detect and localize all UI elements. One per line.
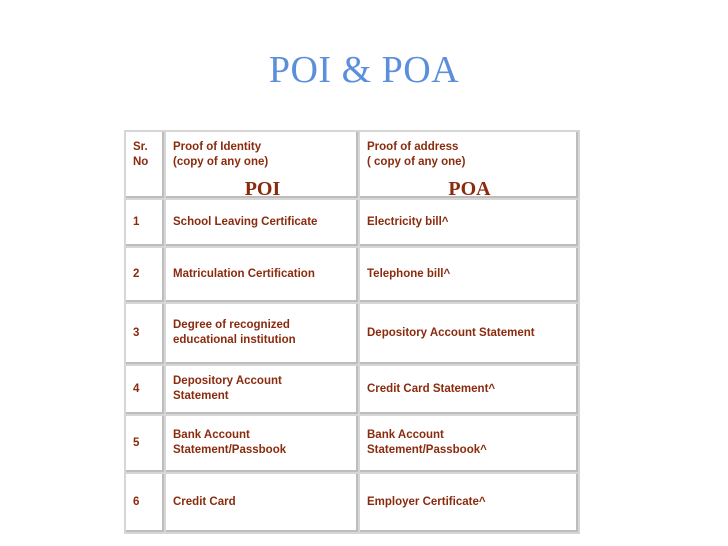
row-2-sr bbox=[126, 248, 164, 302]
row-4-poi bbox=[166, 366, 358, 414]
table-cell: educational institution bbox=[173, 334, 296, 346]
table-cell: Employer Certificate^ bbox=[367, 495, 486, 508]
row-5-poi bbox=[166, 416, 358, 472]
row-1-poi bbox=[166, 200, 358, 246]
table-cell: Bank Account bbox=[367, 429, 444, 441]
row-5-poa bbox=[360, 416, 578, 472]
row-3-poi bbox=[166, 304, 358, 364]
row-6-poi bbox=[166, 474, 358, 532]
header-poi-line2: (copy of any one) bbox=[173, 156, 269, 168]
table-cell: Depository Account Statement bbox=[367, 326, 535, 339]
page-title: POI & POA bbox=[268, 49, 460, 91]
header-sr-label: Sr. bbox=[133, 141, 148, 153]
row-4-sr bbox=[126, 366, 164, 414]
table-cell: 5 bbox=[133, 436, 140, 449]
table-cell: Credit Card bbox=[173, 495, 236, 508]
table-cell: Electricity bill^ bbox=[367, 215, 449, 228]
row-2-poi bbox=[166, 248, 358, 302]
table-cell: 3 bbox=[133, 326, 140, 339]
table-cell: Statement/Passbook bbox=[173, 444, 287, 456]
table-cell: Statement/Passbook^ bbox=[367, 444, 487, 456]
header-no-label: No bbox=[133, 156, 149, 168]
row-5-sr bbox=[126, 416, 164, 472]
header-poi-line1: Proof of Identity bbox=[173, 141, 262, 153]
table-cell: Credit Card Statement^ bbox=[367, 382, 496, 395]
poi-poa-table bbox=[124, 130, 580, 534]
row-3-poa bbox=[360, 304, 578, 364]
row-6-poa bbox=[360, 474, 578, 532]
table-cell: 6 bbox=[133, 495, 140, 508]
row-3-sr bbox=[126, 304, 164, 364]
table-cell: Depository Account bbox=[173, 375, 282, 387]
header-poi bbox=[166, 132, 358, 198]
table-cell: 2 bbox=[133, 267, 140, 280]
table-cell: Telephone bill^ bbox=[367, 267, 451, 280]
table-cell: Statement bbox=[173, 390, 229, 402]
table-cell: School Leaving Certificate bbox=[173, 215, 318, 228]
row-6-sr bbox=[126, 474, 164, 532]
header-poa-line1: Proof of address bbox=[367, 141, 459, 153]
header-poi-label: POI bbox=[244, 178, 281, 200]
header-poa bbox=[360, 132, 578, 198]
row-2-poa bbox=[360, 248, 578, 302]
header-poa-label: POA bbox=[448, 178, 491, 200]
table-cell: Degree of recognized bbox=[173, 319, 290, 331]
row-4-poa bbox=[360, 366, 578, 414]
table-cell: Bank Account bbox=[173, 429, 250, 441]
row-1-sr bbox=[126, 200, 164, 246]
table-cell: Matriculation Certification bbox=[173, 267, 315, 280]
header-sr-no bbox=[126, 132, 164, 198]
row-1-poa bbox=[360, 200, 578, 246]
header-poa-line2: ( copy of any one) bbox=[367, 156, 466, 168]
table-cell: 4 bbox=[133, 382, 140, 395]
table-cell: 1 bbox=[133, 215, 140, 228]
